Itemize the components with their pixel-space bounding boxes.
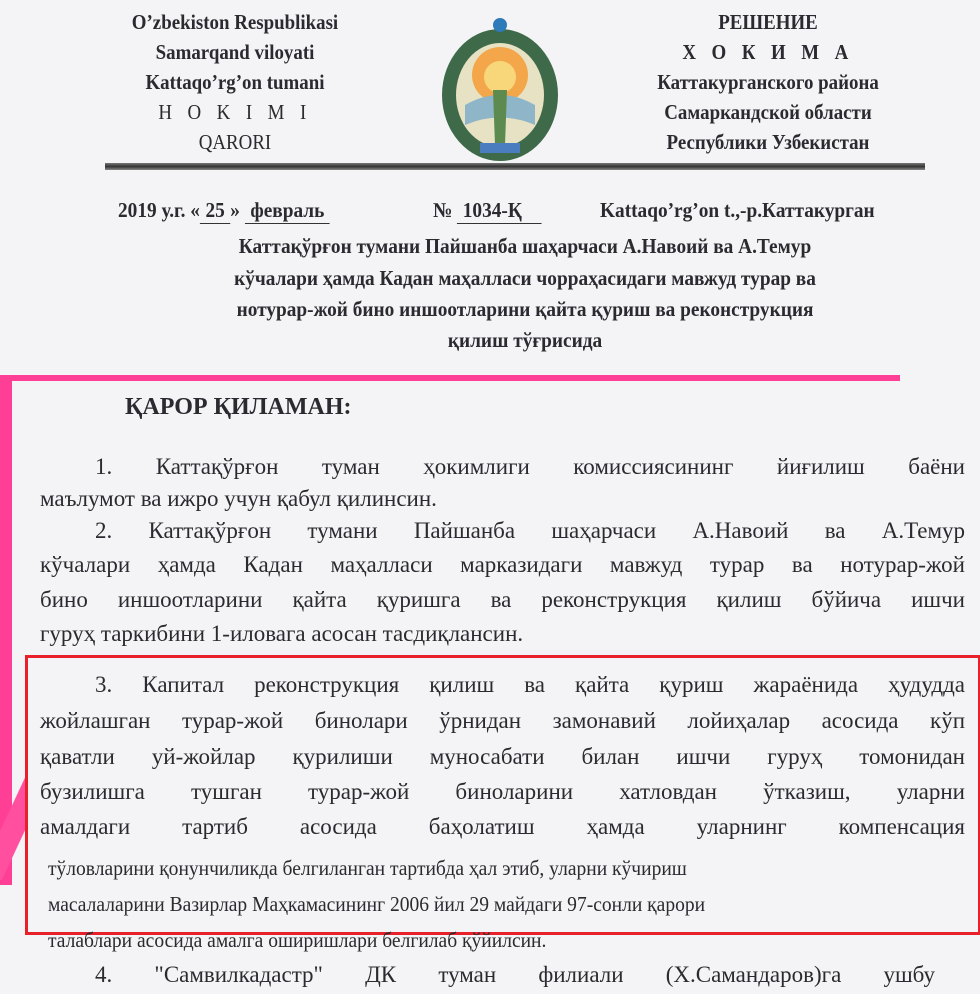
header-left-line: O’zbekiston Respublikasi	[131, 10, 339, 34]
paragraph-2-line: бино иншоотларини қайта қуришга ва реконструкция қилиш бўйича ишчи	[40, 587, 965, 612]
document-number	[433, 198, 542, 224]
number-label: №	[433, 198, 453, 222]
paragraph-3-line: талаблари асосида амалга оширишлари белгилаб қўйилсин.	[48, 928, 547, 952]
date-month: февраль	[245, 198, 330, 224]
header-left-line: Samarqand viloyati	[155, 40, 315, 64]
pink-highlight-stroke	[0, 760, 26, 880]
paragraph-3-line: тўловларини қонунчиликда белгиланган тартибда ҳал этиб, уларни кўчириш	[48, 856, 687, 880]
header-left	[87, 7, 384, 157]
paragraph-3-line: бузилишга тушган турар-жой биноларини хатловдан ўтказиш, уларни	[40, 779, 965, 804]
paragraph-3-line: 3. Капитал реконструкция қилиш ва қайта қуриш жараёнида ҳудудда	[95, 672, 965, 697]
title-line: қилиш тўғрисида	[447, 328, 603, 352]
header-right	[620, 7, 917, 157]
paragraph-3-line: қаватли уй-жойлар қурилиши муносабати билан ишчи гуруҳ томонидан	[40, 744, 965, 769]
title-line: кўчалари ҳамда Кадан маҳалласи чорраҳасидаги мавжуд турар ва	[234, 266, 816, 290]
title-line: Каттақўрғон тумани Пайшанба шаҳарчаси А.Навоий ва А.Темур	[238, 234, 812, 258]
paragraph-3-line: масалаларини Вазирлар Маҳкамасининг 2006 йил 29 майдаги 97-сонли қарори	[48, 892, 706, 916]
paragraph-3-line: жойлашган турар-жой бинолари ўрнидан замонавий лойиҳалар асосида кўп	[40, 708, 965, 733]
number-value: 1034-Қ	[457, 198, 542, 224]
header-right-line: Каттакурганского района	[657, 70, 879, 94]
header-divider	[105, 163, 925, 170]
paragraph-4-line: 4. "Самвилкадастр" ДК туман филиали (Х.Самандаров)га ушбу	[95, 962, 935, 987]
header-right-line: Х О К И М А	[682, 40, 854, 64]
paragraph-1-line: маълумот ва ижро учун қабул қилинсин.	[40, 486, 437, 511]
paragraph-2-line: кўчалари ҳамда Кадан маҳалласи марказидаги мавжуд турар ва нотурар-жой	[40, 552, 965, 577]
title-line: нотурар-жой бино иншоотларини қайта қуриш ва реконструкция	[236, 297, 814, 321]
header-left-line: H O K I M I	[158, 100, 312, 124]
header-left-line: Kattaqo’rg’on tumani	[145, 70, 325, 94]
paragraph-3-line: амалдаги тартиб асосида баҳолатиш ҳамда уларнинг компенсация	[40, 814, 965, 839]
date-year: 2019 у.г. «	[118, 198, 200, 222]
header-right-line: Республики Узбекистан	[666, 130, 870, 154]
paragraph-1-line: 1. Каттақўрғон туман ҳокимлиги комиссиясининг йиғилиш баёни	[95, 454, 965, 479]
header-right-line: Самаркандской области	[664, 100, 872, 124]
date-day-close: »	[230, 198, 240, 222]
header-right-line: РЕШЕНИЕ	[718, 10, 818, 34]
paragraph-2-line: гуруҳ таркибини 1-иловага асосан тасдиқлансин.	[40, 621, 524, 646]
pink-highlight-line	[0, 375, 900, 381]
decision-heading: ҚАРОР ҚИЛАМАН:	[125, 394, 352, 420]
document-place: Kattaqo’rg’on t.,-р.Каттакурган	[600, 198, 875, 222]
paragraph-2-line: 2. Каттақўрғон тумани Пайшанба шаҳарчаси А.Навоий ва А.Темур	[95, 518, 965, 543]
date-line	[118, 198, 329, 224]
date-day: 25	[200, 198, 230, 224]
state-emblem-icon	[435, 15, 565, 165]
header-left-line: QARORI	[198, 130, 272, 154]
